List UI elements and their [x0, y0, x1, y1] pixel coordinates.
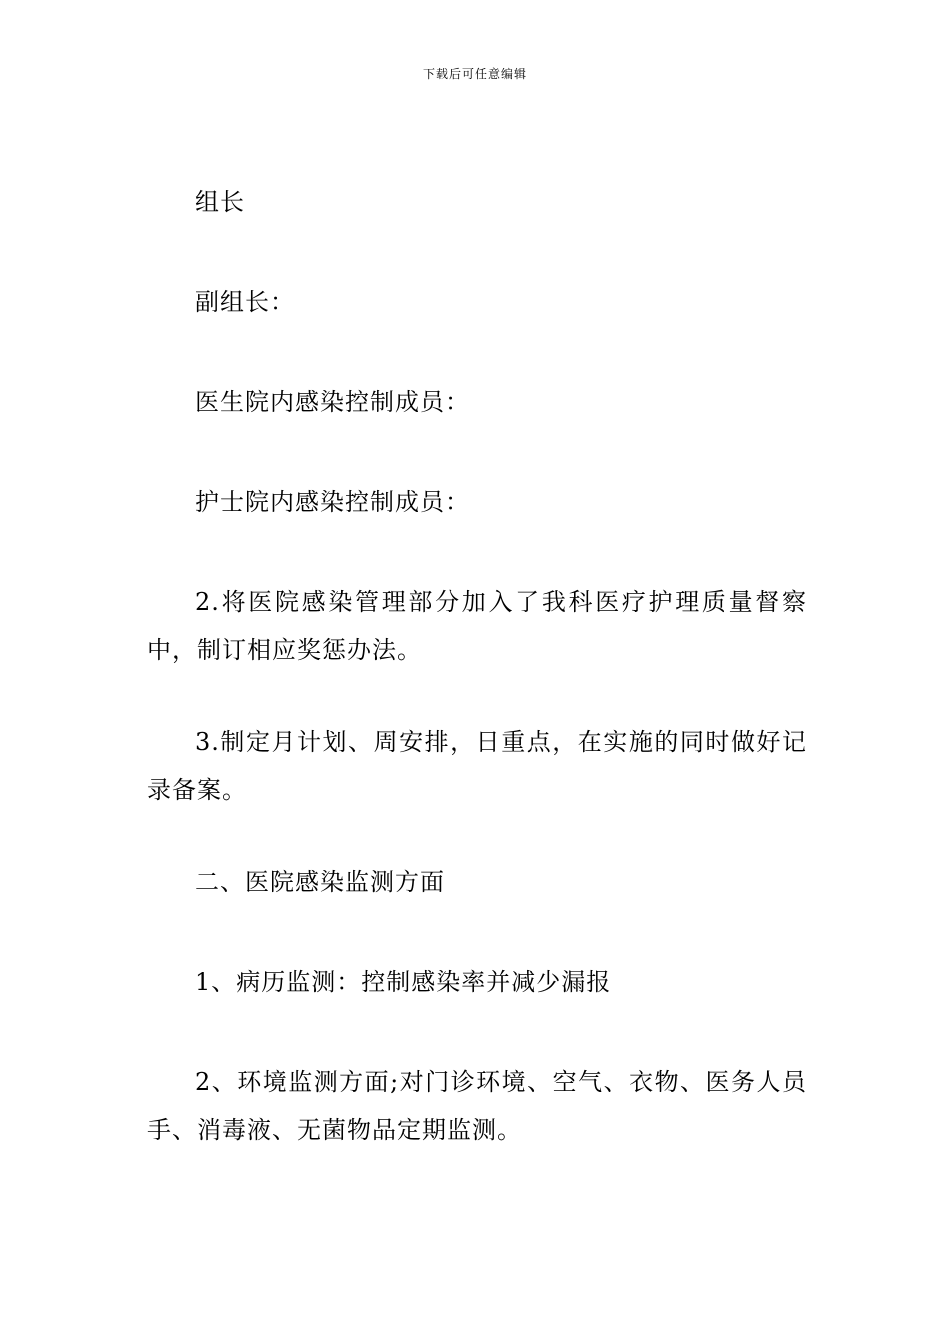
document-body: [147, 178, 807, 1154]
paragraph-item-3-plan: 3.制定月计划、周安排，日重点，在实施的同时做好记录备案。: [147, 728, 807, 804]
paragraph-deputy-leader: 副组长：: [195, 288, 295, 316]
section-heading-monitoring: 二、医院感染监测方面: [195, 868, 445, 896]
page-header-note: 下载后可任意编辑: [422, 67, 527, 81]
paragraph-item-2-quality: 2.将医院感染管理部分加入了我科医疗护理质量督察中，制订相应奖惩办法。: [147, 588, 807, 664]
paragraph-doctor-members: 医生院内感染控制成员：: [195, 388, 470, 416]
paragraph-nurse-members: 护士院内感染控制成员：: [195, 488, 470, 516]
paragraph-case-monitoring: 1、病历监测：控制感染率并减少漏报: [195, 968, 612, 996]
paragraph-environment-monitoring: 2、环境监测方面;对门诊环境、空气、衣物、医务人员手、消毒液、无菌物品定期监测。: [147, 1068, 807, 1144]
paragraph-team-leader: 组长: [195, 188, 245, 216]
